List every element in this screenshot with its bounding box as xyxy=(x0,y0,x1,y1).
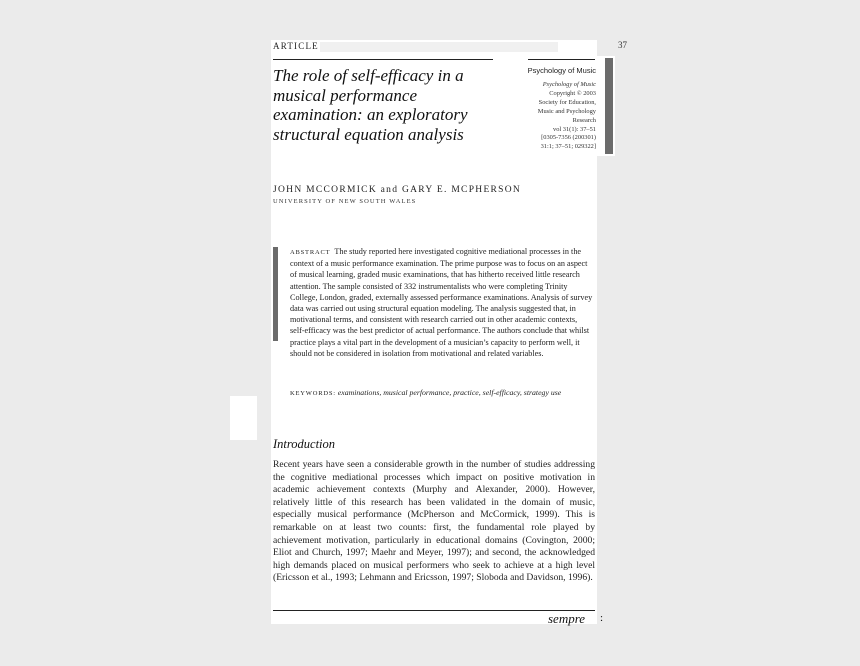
journal-meta-line: [0305-7356 (200301) xyxy=(541,134,596,142)
journal-meta-line: Psychology of Music xyxy=(542,81,596,88)
journal-meta xyxy=(512,81,596,152)
abstract-block xyxy=(290,246,593,359)
body-text xyxy=(273,459,595,585)
journal-meta-line: vol 31(1): 37–51 xyxy=(553,125,596,133)
title-rule xyxy=(273,59,493,60)
publisher-logo-mark: : xyxy=(600,612,604,624)
abstract-label: ABSTRACT xyxy=(290,249,331,256)
journal-meta-line: Society for Education, xyxy=(538,98,596,106)
section-heading: Introduction xyxy=(273,437,336,451)
abstract-accent-bar xyxy=(273,247,278,341)
page-fragment xyxy=(230,396,257,440)
footer-rule xyxy=(273,610,595,611)
body-paragraph: Recent years have seen a considerable growth in the number of studies addressing the cognitive mediational processes which impact on positive motivation in academic achievement contexts (Murphy and Alexander, 2000). However, relatively little of this research has been validated in the domain of music, especially musical performance (McPherson and McCormick, 1999). This is remarkable on at least two counts: first, the fundamental role played by achievement motivation, particularly in educational domains (Covington, 2000; Eliot and Church, 1997; Maehr and Meyer, 1997); and second, the acknowledged high demands placed on musical performers who seek to achieve at a high level (Ericsson et al., 1993; Lehmann and Ericsson, 1997; Sloboda and Davidson, 1996). xyxy=(273,459,595,584)
journal-meta-line: 31:1; 37–51; 029322] xyxy=(540,143,596,151)
journal-meta-line: Music and Psychology xyxy=(537,107,596,115)
journal-accent-bar xyxy=(605,58,613,154)
publisher-logo: sempre xyxy=(548,611,586,626)
journal-title: Psychology of Music xyxy=(527,66,596,75)
section-label: ARTICLE xyxy=(273,41,319,51)
journal-meta-line: Copyright © 2003 xyxy=(549,89,596,97)
keywords-label: KEYWORDS: xyxy=(290,390,336,397)
keywords-text: examinations, musical performance, practice, self-efficacy, strategy use xyxy=(337,388,562,397)
header-band xyxy=(320,42,558,52)
journal-rule xyxy=(528,59,595,60)
abstract-text: The study reported here investigated cognitive mediational processes in the context of a music performance examination. The prime purpose was to focus on an aspect of musical learning, graded music examinations, that has hitherto received little research attention. The sample consisted of 332 instrumentalists who were completing Trinity College, London, graded, externally assessed performance examinations. Analysis of survey data was carried out using structural equation modeling. The analysis suggested that, in motivational terms, and consistent with research carried out in other academic contexts, self-efficacy was the best predictor of actual performance. The authors conclude that whilst practice plays a vital part in the development of a musician’s capacity to perform well, it should not be considered in isolation from motivational and related variables. xyxy=(290,247,593,358)
author-affiliation: UNIVERSITY OF NEW SOUTH WALES xyxy=(273,198,417,205)
keywords-block xyxy=(290,388,593,397)
article-authors: JOHN MCCORMICK and GARY E. MCPHERSON xyxy=(273,185,522,195)
page-number: 37 xyxy=(618,40,627,50)
journal-meta-line: Research xyxy=(572,116,596,124)
article-title: The role of self-efficacy in a musical performance examination: an exploratory structural equation analysis xyxy=(273,66,468,144)
